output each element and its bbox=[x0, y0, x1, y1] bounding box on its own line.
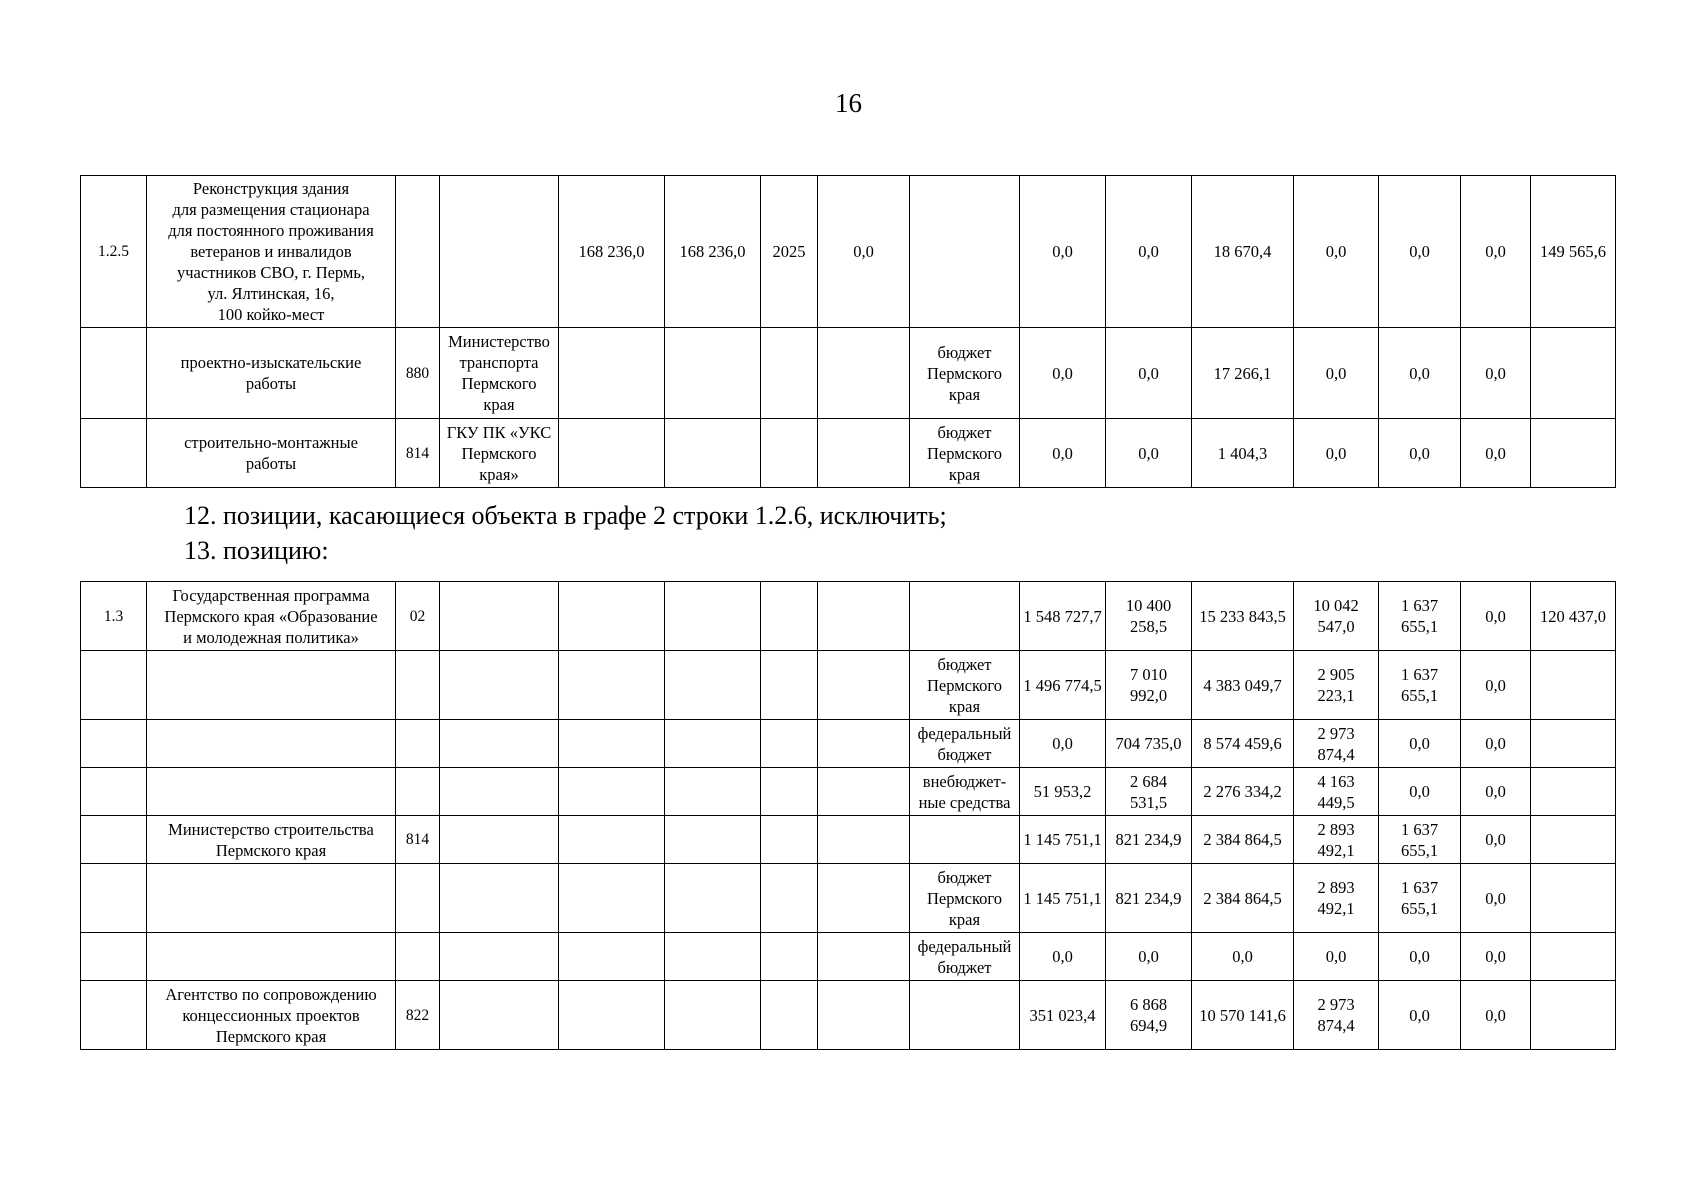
table-cell bbox=[761, 720, 818, 768]
table-cell bbox=[559, 419, 665, 488]
table-cell: 0,0 bbox=[1020, 720, 1106, 768]
table2-body bbox=[81, 582, 1616, 1050]
table-cell bbox=[665, 981, 761, 1050]
table-cell: федеральный бюджет bbox=[910, 933, 1020, 981]
table-cell: 0,0 bbox=[1379, 768, 1461, 816]
table-cell: ГКУ ПК «УКС Пермского края» bbox=[440, 419, 559, 488]
table-cell bbox=[818, 816, 910, 864]
table-cell: 814 bbox=[396, 816, 440, 864]
table-cell bbox=[761, 651, 818, 720]
table-cell: 0,0 bbox=[1294, 419, 1379, 488]
table-cell bbox=[396, 768, 440, 816]
table-cell: 1 145 751,1 bbox=[1020, 816, 1106, 864]
table-cell bbox=[761, 816, 818, 864]
table-cell bbox=[818, 981, 910, 1050]
table-cell bbox=[81, 328, 147, 419]
table-cell bbox=[440, 864, 559, 933]
table-cell bbox=[147, 933, 396, 981]
table-cell: бюджет Пермского края bbox=[910, 864, 1020, 933]
table-cell: 7 010 992,0 bbox=[1106, 651, 1192, 720]
table-cell: 0,0 bbox=[1020, 933, 1106, 981]
table-cell bbox=[665, 582, 761, 651]
table-object-1-2-5 bbox=[80, 175, 1616, 488]
table-cell bbox=[81, 419, 147, 488]
table-cell bbox=[818, 864, 910, 933]
table-cell: 1 548 727,7 bbox=[1020, 582, 1106, 651]
table-cell bbox=[559, 582, 665, 651]
table-cell: 6 868 694,9 bbox=[1106, 981, 1192, 1050]
table-cell: 0,0 bbox=[1461, 816, 1531, 864]
table-cell: 704 735,0 bbox=[1106, 720, 1192, 768]
table-cell: 0,0 bbox=[1020, 328, 1106, 419]
table-cell: 0,0 bbox=[1294, 176, 1379, 328]
table-row bbox=[81, 864, 1616, 933]
table-cell: 822 bbox=[396, 981, 440, 1050]
table-cell bbox=[1531, 864, 1616, 933]
table-cell: 1 145 751,1 bbox=[1020, 864, 1106, 933]
table-cell bbox=[396, 720, 440, 768]
table-cell: 10 570 141,6 bbox=[1192, 981, 1294, 1050]
table-cell: 1 404,3 bbox=[1192, 419, 1294, 488]
table-cell bbox=[665, 933, 761, 981]
table-cell: 1.3 bbox=[81, 582, 147, 651]
table-cell: 2 276 334,2 bbox=[1192, 768, 1294, 816]
table-cell: 2 384 864,5 bbox=[1192, 864, 1294, 933]
table-row bbox=[81, 720, 1616, 768]
table-cell bbox=[665, 720, 761, 768]
table-cell: 18 670,4 bbox=[1192, 176, 1294, 328]
table-cell bbox=[81, 768, 147, 816]
table-cell bbox=[396, 176, 440, 328]
table-cell bbox=[440, 768, 559, 816]
table-cell bbox=[818, 651, 910, 720]
table-cell: 0,0 bbox=[1106, 328, 1192, 419]
table-cell bbox=[81, 981, 147, 1050]
table-cell bbox=[559, 981, 665, 1050]
table-cell bbox=[396, 864, 440, 933]
table-cell: 0,0 bbox=[1379, 720, 1461, 768]
table-cell: 0,0 bbox=[1294, 328, 1379, 419]
table-cell bbox=[81, 933, 147, 981]
table-cell bbox=[440, 176, 559, 328]
table-cell: 0,0 bbox=[1192, 933, 1294, 981]
table-cell bbox=[665, 328, 761, 419]
table-cell: Государственная программа Пермского края «Образование и молодежная политика» bbox=[147, 582, 396, 651]
table-cell: Министерство строительства Пермского края bbox=[147, 816, 396, 864]
table-cell bbox=[81, 651, 147, 720]
table-cell: строительно-монтажные работы bbox=[147, 419, 396, 488]
table-cell bbox=[818, 328, 910, 419]
table-cell bbox=[665, 768, 761, 816]
table-cell: 2 384 864,5 bbox=[1192, 816, 1294, 864]
table-cell bbox=[761, 328, 818, 419]
table1-body bbox=[81, 176, 1616, 488]
table-cell: 1 637 655,1 bbox=[1379, 816, 1461, 864]
table-cell bbox=[81, 864, 147, 933]
table-cell: 0,0 bbox=[1461, 720, 1531, 768]
table-cell: 0,0 bbox=[1106, 419, 1192, 488]
table-cell: 0,0 bbox=[1020, 176, 1106, 328]
table-cell: бюджет Пермского края bbox=[910, 328, 1020, 419]
table-cell: 0,0 bbox=[1461, 419, 1531, 488]
table-cell: 880 bbox=[396, 328, 440, 419]
table-row bbox=[81, 328, 1616, 419]
table-cell bbox=[665, 419, 761, 488]
table-cell: 168 236,0 bbox=[559, 176, 665, 328]
table-cell: 1 637 655,1 bbox=[1379, 864, 1461, 933]
table-cell bbox=[559, 651, 665, 720]
table-cell: 2 905 223,1 bbox=[1294, 651, 1379, 720]
table-cell bbox=[147, 768, 396, 816]
table-cell bbox=[665, 864, 761, 933]
table-row bbox=[81, 768, 1616, 816]
table-cell bbox=[818, 933, 910, 981]
table-cell: 51 953,2 bbox=[1020, 768, 1106, 816]
table-cell: 0,0 bbox=[1379, 981, 1461, 1050]
table-cell: 0,0 bbox=[1461, 981, 1531, 1050]
table-row bbox=[81, 933, 1616, 981]
table-cell: бюджет Пермского края bbox=[910, 651, 1020, 720]
paragraph-13: 13. позицию: bbox=[184, 536, 329, 565]
table-cell bbox=[81, 816, 147, 864]
table-cell bbox=[910, 816, 1020, 864]
table-cell: 0,0 bbox=[1106, 933, 1192, 981]
table-cell: 0,0 bbox=[1461, 651, 1531, 720]
table-cell bbox=[147, 864, 396, 933]
table-row bbox=[81, 419, 1616, 488]
table-cell: 0,0 bbox=[1379, 419, 1461, 488]
table-cell bbox=[910, 176, 1020, 328]
table-cell bbox=[910, 981, 1020, 1050]
table-cell: Реконструкция здания для размещения стационара для постоянного проживания ветеранов и инвалидов участников СВО, г. Пермь, ул. Ялтинская, 16, 100 койко-мест bbox=[147, 176, 396, 328]
table-cell: 0,0 bbox=[1461, 933, 1531, 981]
table-cell bbox=[761, 768, 818, 816]
table-cell: 120 437,0 bbox=[1531, 582, 1616, 651]
table-cell bbox=[559, 768, 665, 816]
table-cell bbox=[1531, 981, 1616, 1050]
table-cell: проектно-изыскательские работы bbox=[147, 328, 396, 419]
table-cell bbox=[396, 651, 440, 720]
table-cell: 1 496 774,5 bbox=[1020, 651, 1106, 720]
table-cell bbox=[818, 582, 910, 651]
table-cell: 2 893 492,1 bbox=[1294, 816, 1379, 864]
table-cell bbox=[559, 328, 665, 419]
table-cell: 1.2.5 bbox=[81, 176, 147, 328]
table-cell: 168 236,0 bbox=[665, 176, 761, 328]
table-cell: 1 637 655,1 bbox=[1379, 582, 1461, 651]
table-cell: 15 233 843,5 bbox=[1192, 582, 1294, 651]
table-cell bbox=[559, 816, 665, 864]
table-cell bbox=[761, 419, 818, 488]
table-row bbox=[81, 176, 1616, 328]
table-cell bbox=[559, 864, 665, 933]
table-cell: 2 893 492,1 bbox=[1294, 864, 1379, 933]
table-cell: 0,0 bbox=[1461, 582, 1531, 651]
table-cell bbox=[440, 582, 559, 651]
table-cell bbox=[818, 419, 910, 488]
page-number: 16 bbox=[835, 88, 862, 118]
table-cell: 0,0 bbox=[1461, 176, 1531, 328]
table-cell bbox=[559, 720, 665, 768]
table-cell bbox=[1531, 768, 1616, 816]
table-cell: 149 565,6 bbox=[1531, 176, 1616, 328]
table-cell bbox=[440, 981, 559, 1050]
table-cell bbox=[1531, 816, 1616, 864]
table-cell: бюджет Пермского края bbox=[910, 419, 1020, 488]
table-row bbox=[81, 816, 1616, 864]
table-cell bbox=[665, 651, 761, 720]
table-cell bbox=[440, 933, 559, 981]
table-cell bbox=[81, 720, 147, 768]
table-row bbox=[81, 981, 1616, 1050]
table-cell: 821 234,9 bbox=[1106, 816, 1192, 864]
table-cell: 0,0 bbox=[1379, 933, 1461, 981]
table-cell: 0,0 bbox=[1461, 864, 1531, 933]
table-cell: Министерство транспорта Пермского края bbox=[440, 328, 559, 419]
table-cell: 0,0 bbox=[1106, 176, 1192, 328]
table-cell: Агентство по сопровождению концессионных проектов Пермского края bbox=[147, 981, 396, 1050]
table-cell: 0,0 bbox=[1461, 768, 1531, 816]
table-cell bbox=[761, 864, 818, 933]
table-cell: 814 bbox=[396, 419, 440, 488]
table-cell bbox=[440, 816, 559, 864]
table-cell: 0,0 bbox=[1379, 328, 1461, 419]
table-cell: 821 234,9 bbox=[1106, 864, 1192, 933]
table-cell: 1 637 655,1 bbox=[1379, 651, 1461, 720]
table-cell: 0,0 bbox=[818, 176, 910, 328]
table-cell bbox=[665, 816, 761, 864]
table-row bbox=[81, 651, 1616, 720]
table-cell bbox=[1531, 419, 1616, 488]
table-cell: 4 383 049,7 bbox=[1192, 651, 1294, 720]
table-cell: 351 023,4 bbox=[1020, 981, 1106, 1050]
table-cell bbox=[559, 933, 665, 981]
table-cell: 2 684 531,5 bbox=[1106, 768, 1192, 816]
table-cell bbox=[440, 651, 559, 720]
table-cell bbox=[1531, 720, 1616, 768]
table-cell bbox=[761, 981, 818, 1050]
table-cell bbox=[910, 582, 1020, 651]
table-cell bbox=[818, 720, 910, 768]
table-cell bbox=[818, 768, 910, 816]
table-cell bbox=[1531, 933, 1616, 981]
table-cell: 0,0 bbox=[1294, 933, 1379, 981]
table-cell bbox=[147, 720, 396, 768]
table-cell: 2 973 874,4 bbox=[1294, 981, 1379, 1050]
table-program-1-3 bbox=[80, 581, 1616, 1050]
table-cell: 0,0 bbox=[1020, 419, 1106, 488]
table-cell: 02 bbox=[396, 582, 440, 651]
table-cell: 0,0 bbox=[1461, 328, 1531, 419]
table-cell: 0,0 bbox=[1379, 176, 1461, 328]
paragraph-12: 12. позиции, касающиеся объекта в графе 2 строки 1.2.6, исключить; bbox=[184, 501, 947, 530]
table-row bbox=[81, 582, 1616, 651]
table-cell: 2025 bbox=[761, 176, 818, 328]
table-cell bbox=[761, 933, 818, 981]
table-cell: 8 574 459,6 bbox=[1192, 720, 1294, 768]
table-cell bbox=[147, 651, 396, 720]
table-cell bbox=[761, 582, 818, 651]
table-cell bbox=[1531, 328, 1616, 419]
table-cell bbox=[440, 720, 559, 768]
table-cell: внебюджет- ные средства bbox=[910, 768, 1020, 816]
table-cell bbox=[1531, 651, 1616, 720]
table-cell: федеральный бюджет bbox=[910, 720, 1020, 768]
table-cell: 10 042 547,0 bbox=[1294, 582, 1379, 651]
table-cell: 2 973 874,4 bbox=[1294, 720, 1379, 768]
table-cell: 4 163 449,5 bbox=[1294, 768, 1379, 816]
table-cell: 17 266,1 bbox=[1192, 328, 1294, 419]
table-cell bbox=[396, 933, 440, 981]
table-cell: 10 400 258,5 bbox=[1106, 582, 1192, 651]
